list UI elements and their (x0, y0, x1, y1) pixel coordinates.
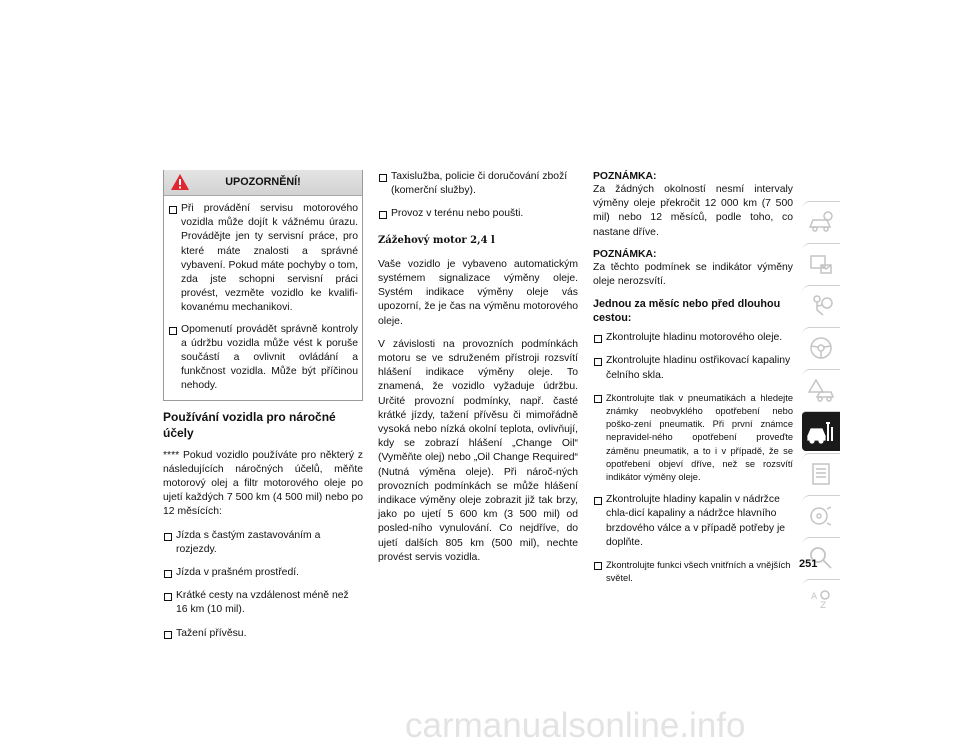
section-heading: Používání vozidla pro náročné účely (163, 409, 336, 440)
svg-text:A: A (811, 591, 818, 602)
right-column (593, 170, 793, 594)
list-item: Krátké cesty na vzdálenost méně než 16 km (10 mil). (163, 589, 363, 617)
middle-column (378, 170, 578, 574)
svg-text:Z: Z (820, 600, 827, 611)
list-item: Tažení přívěsu. (163, 627, 363, 641)
list-item: Zkontrolujte hladiny kapalin v nádržce chla-dicí kapaliny a nádržce hlavního brzdového válce a v případě potřeby je doplňte. (593, 493, 793, 550)
paragraph: Vaše vozidlo je vybaveno automatickým systémem signalizace výměny oleje. Systém indikace výměny oleje vás upozorní, že je čas na výměnu motorového oleje. (378, 258, 578, 327)
tab-emergency[interactable] (802, 369, 840, 409)
list-item: Jízda s častým zastavováním a rozjezdy. (163, 529, 363, 557)
paragraph: V závislosti na provozních podmínkách motoru se ve sdruženém přístroji rozsvítí hlášení indikace výměny oleje. To znamená, že vozidlo vyžaduje údržbu. Určité provozní podmínky, např. časté krátké jízdy, tažení přívěsu či mimořádně vysoká nebo nízká okolní teplota, ovlivňují, kdy se zobrazí hlášení „Change Oil“ (Vyměňte olej) nebo „Oil Change Required“ (Nutná výměna oleje). Při nároč-ných provozních podmínkách se může hlášení indikace výměny oleje zobrazit již tak brzy, jako po ujetí 5 600 km (3 500 mil) od posled-ního vynulování. Co nejdříve, do ujetí dalších 805 km (500 mil), nechte provést servis vozidla. (378, 338, 578, 563)
specifications-icon (807, 461, 835, 487)
page-number: 251 (799, 558, 818, 570)
list-item: Zkontrolujte hladinu motorového oleje. (593, 331, 793, 345)
warning-title: UPOZORNĚNÍ! (225, 176, 301, 188)
tab-multimedia[interactable] (802, 495, 840, 535)
maintenance-icon (806, 419, 836, 445)
warning-box (163, 170, 363, 401)
list-item: Provoz v terénu nebo poušti. (378, 207, 578, 221)
list-item: Zkontrolujte funkci všech vnitřních a vnějších světel. (593, 559, 793, 585)
list-item: Zkontrolujte hladinu ostřikovací kapaliny čelního skla. (593, 354, 793, 382)
airbag-icon (807, 293, 835, 319)
list-item: Taxislužba, policie či doručování zboží (komerční služby). (378, 170, 578, 198)
note-title: POZNÁMKA: (593, 248, 657, 260)
note-text: Za těchto podmínek se indikátor výměny oleje nerozsvítí. (593, 261, 793, 288)
monthly-heading: Jednou za měsíc nebo před dlouhou cestou: (593, 298, 781, 325)
index-icon (807, 587, 835, 613)
steering-wheel-icon (807, 335, 835, 361)
tab-search[interactable] (802, 537, 840, 577)
warning-car-icon (807, 377, 835, 403)
intro-paragraph: **** Pokud vozidlo používáte pro některý z následujících náročných účelů, měňte motorový olej a filtr motorového oleje po ujetí každých 7 500 km (4 500 mil) nebo po 12 měsících: (163, 449, 363, 518)
watermark: carmanualsonline.info (405, 706, 746, 745)
tab-messages[interactable] (802, 243, 840, 283)
tab-car-info[interactable] (802, 201, 840, 241)
tab-maintenance[interactable] (802, 411, 840, 451)
left-column (163, 170, 363, 650)
warning-triangle-icon (170, 173, 190, 191)
note-text: Za žádných okolností nesmí intervaly výměny oleje překročit 12 000 km (7 500 mil) nebo 12 měsíců, podle toho, co nastane dříve. (593, 184, 793, 238)
tab-index[interactable] (802, 579, 840, 619)
list-item: Jízda v prašném prostředí. (163, 566, 363, 580)
multimedia-icon (807, 503, 835, 529)
tab-specifications[interactable] (802, 453, 840, 493)
list-item: Zkontrolujte tlak v pneumatikách a hledejte známky neobvyklého opotřebení nebo poško-zení pneumatik. Při první známce nepravidel-ného opotřebení proveďte záměnu pneumatik, a to i v případě, že se opotřebení objeví dříve, než se rozsvítí indikátor výměny oleje. (593, 392, 793, 484)
note-title: POZNÁMKA: (593, 171, 657, 182)
tab-driving[interactable] (802, 327, 840, 367)
warning-header (164, 170, 362, 196)
car-info-icon (807, 209, 835, 235)
warning-item: Opomenutí provádět správně kontroly a údržbu vozidla může vést k poruše součástí a ovlivnit ovládání a funkčnost vozidla. Může být příčinou nehody. (168, 323, 358, 394)
tab-safety[interactable] (802, 285, 840, 325)
message-icon (807, 251, 835, 277)
warning-item: Při provádění servisu motorového vozidla může dojít k vážnému úrazu. Provádějte jen ty servisní práce, pro které máte znalosti a správné vybavení. Pokud máte pochyby o tom, zda jste schopni servisní práci provést, vezměte vozidlo ke kvalifi-kovanému mechanikovi. (168, 202, 358, 316)
engine-heading: Zážehový motor 2,4 l (378, 234, 495, 246)
